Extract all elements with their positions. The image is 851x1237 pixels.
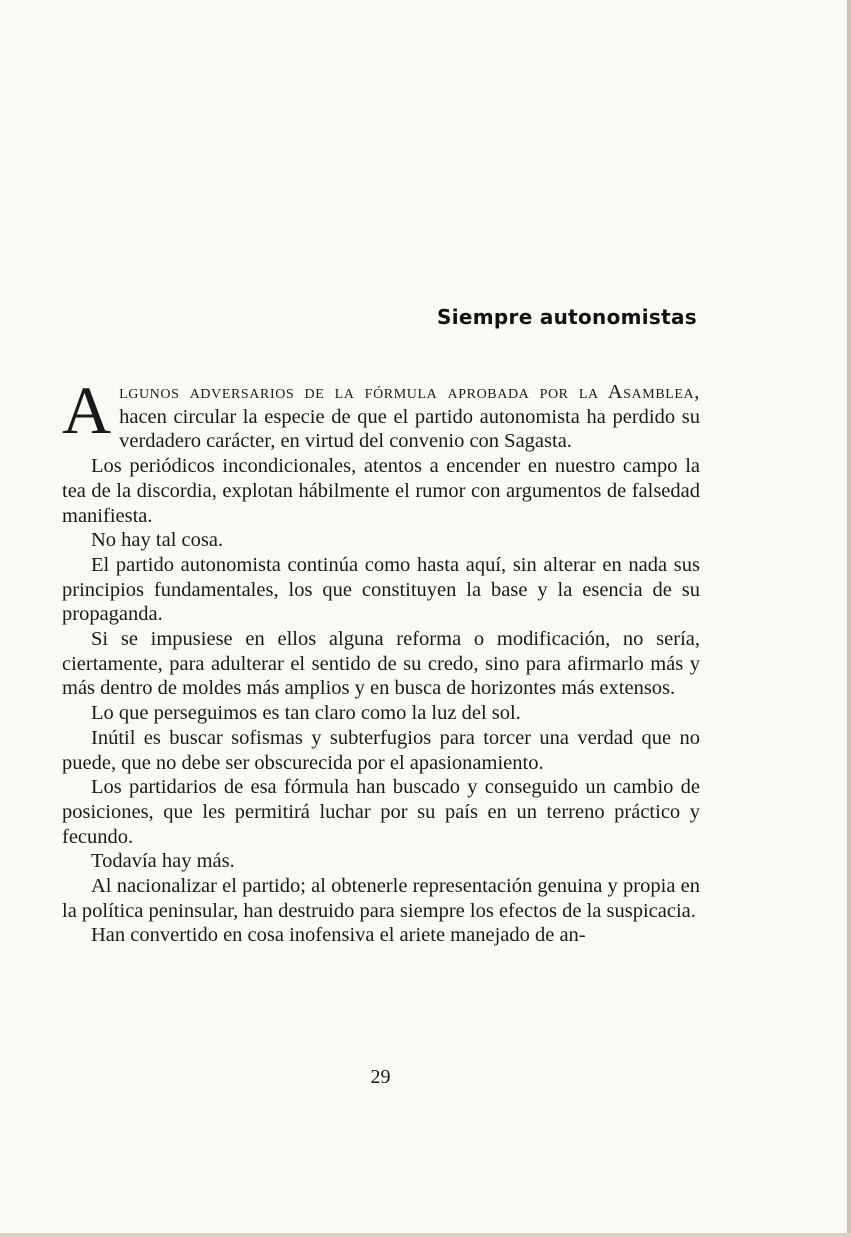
page-edge-bottom: [0, 1233, 851, 1237]
opening-rest: hacen circular la especie de que el partido autonomista ha perdido su verdadero carácter, en virtud del convenio con Sagasta.: [119, 405, 700, 453]
paragraph: Han convertido en cosa inofensiva el ariete manejado de an-: [91, 924, 586, 947]
paragraph: Inútil es buscar sofismas y subterfugios para torcer una verdad que no puede, que no debe ser obscurecida por el apasionamiento.: [62, 726, 700, 774]
paragraph: Todavía hay más.: [91, 850, 235, 873]
paragraph: Al nacionalizar el partido; al obtenerle representación genuina y propia en la política peninsular, han destruido para siempre los efectos de la suspicacia.: [62, 875, 700, 922]
paragraph: Si se impusiese en ellos alguna reforma o modificación, no sería, ciertamente, para adulterar el sentido de su credo, sino para afirmarlo más y más dentro de moldes más amplios y en busca de horizontes más extensos.: [62, 628, 700, 700]
paragraph: El partido autonomista continúa como hasta aquí, sin alterar en nada sus principios fundamentales, los que constituyen la base y la esencia de su propaganda.: [62, 553, 700, 626]
page-number: 29: [370, 1066, 391, 1088]
drop-cap: A: [62, 372, 112, 448]
paragraph: Los partidarios de esa fórmula han buscado y conseguido un cambio de posiciones, que les permitirá luchar por su país en un terreno práctico y fecundo.: [62, 776, 700, 848]
opening-paragraph: [62, 372, 700, 454]
paragraph: Los periódicos incondicionales, atentos a encender en nuestro campo la tea de la discordia, explotan hábilmente el rumor con argumentos de falsedad manifiesta.: [62, 455, 700, 527]
opening-small-caps: lgunos adversarios de la fórmula aprobada por la Asamblea,: [119, 381, 700, 403]
body-text: [62, 372, 700, 948]
paragraph: No hay tal cosa.: [91, 529, 224, 552]
paragraph: Lo que perseguimos es tan claro como la luz del sol.: [91, 702, 521, 725]
page-edge: [847, 0, 851, 1237]
chapter-title: Siempre autonomistas: [437, 305, 697, 329]
